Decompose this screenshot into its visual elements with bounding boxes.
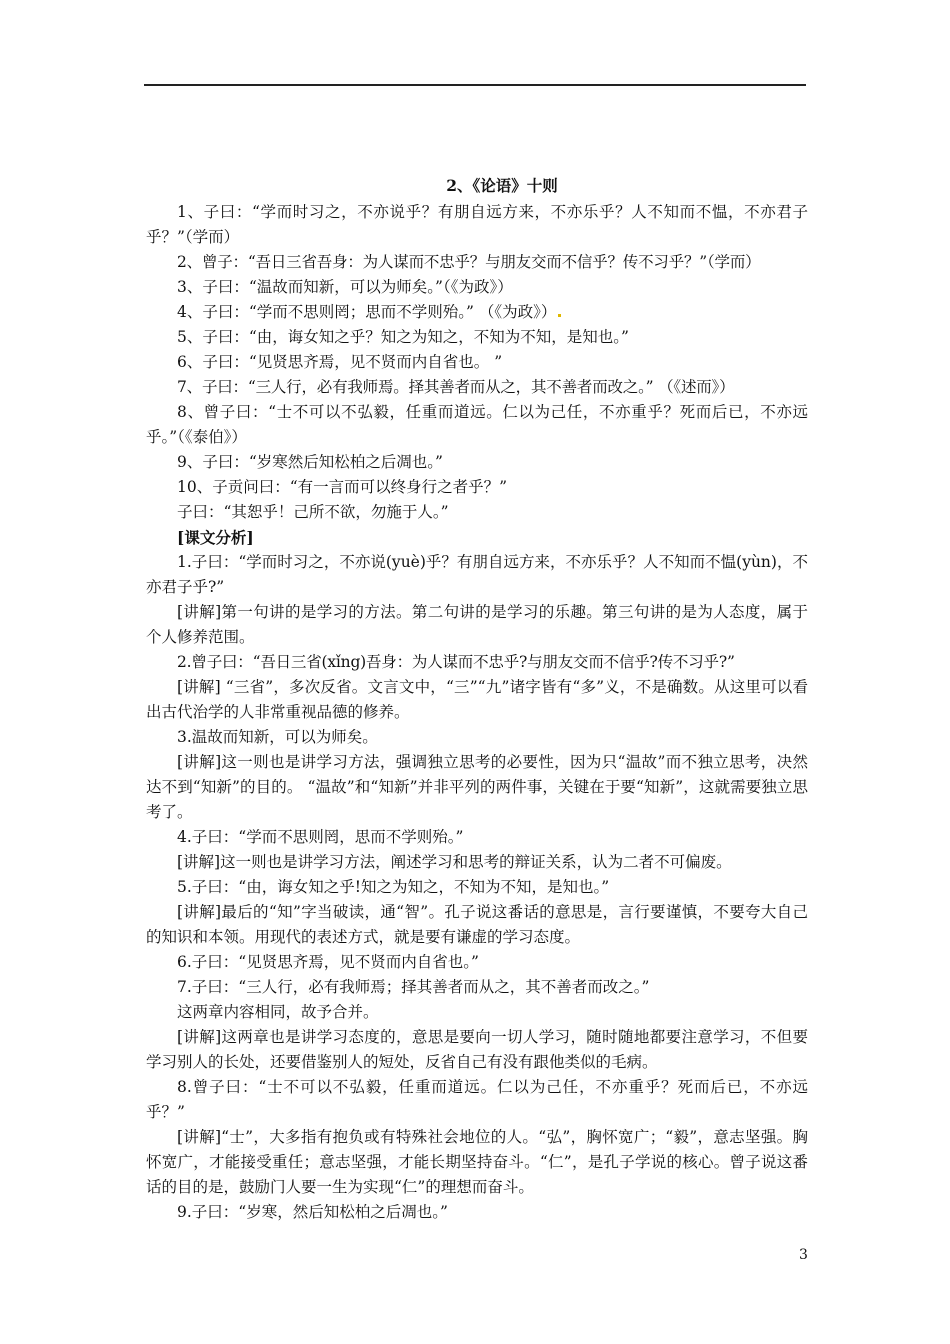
analysis-paragraph: [讲解]这一则也是讲学习方法，阐述学习和思考的辩证关系，认为二者不可偏废。: [177, 853, 732, 871]
text-paragraph: 7、子曰：“三人行，必有我师焉。择其善者而从之，其不善者而改之。” （《述而》）: [177, 378, 735, 396]
page-number: 3: [799, 1247, 808, 1263]
text-paragraph: 子曰：“其恕乎！己所不欲，勿施于人。”: [177, 503, 449, 521]
analysis-paragraph: 2.曾子曰：“吾日三省(xǐng)吾身：为人谋而不忠乎?与朋友交而不信乎?传不习乎?”: [177, 653, 735, 671]
analysis-paragraph: 4.子曰：“学而不思则罔，思而不学则殆。”: [177, 828, 464, 846]
analysis-paragraph: 8.曾子曰：“士不可以不弘毅，任重而道远。仁以为己任，不亦重乎？死而后已，不亦远乎？”: [146, 1078, 808, 1121]
analysis-paragraph: 这两章内容相同，故予合并。: [177, 1003, 379, 1021]
header-rule: [144, 84, 806, 86]
analysis-paragraph: 1.子曰：“学而时习之，不亦说(yuè)乎？有朋自远方来，不亦乐乎？人不知而不愠(yùn)，不亦君子乎?”: [146, 553, 808, 596]
highlight-mark: [558, 314, 561, 317]
text-paragraph: 8、曾子曰：“士不可以不弘毅，任重而道远。仁以为己任，不亦重乎？死而后已，不亦远乎。”（《泰伯》）: [146, 403, 808, 446]
analysis-paragraph: 3.温故而知新，可以为师矣。: [177, 728, 378, 746]
analysis-paragraph: [讲解]“士”，大多指有抱负或有特殊社会地位的人。“弘”，胸怀宽广；“毅”，意志坚强。胸怀宽广，才能接受重任；意志坚强，才能长期坚持奋斗。“仁”，是孔子学说的核心。曾子说这番话的目的是，鼓励门人要一生为实现“仁”的理想而奋斗。: [146, 1128, 808, 1196]
text-paragraph: [146, 300, 808, 325]
page-title: 2、《论语》十则: [446, 176, 558, 195]
text-paragraph: 1、子曰：“学而时习之，不亦说乎？有朋自远方来，不亦乐乎？人不知而不愠，不亦君子乎？”（学而）: [146, 203, 808, 246]
analysis-paragraph: [讲解]这一则也是讲学习方法，强调独立思考的必要性，因为只“温故”而不独立思考，决然达不到“知新”的目的。 “温故”和“知新”并非平列的两件事，关键在于要“知新”，这就需要独立思考了。: [146, 753, 808, 821]
analysis-paragraph: 5.子曰：“由，诲女知之乎!知之为知之，不知为不知，是知也。”: [177, 878, 610, 896]
text-paragraph-content: 4、子曰：“学而不思则罔；思而不学则殆。” （《为政》）: [177, 303, 557, 321]
analysis-paragraph: [讲解]最后的“知”字当破读，通“智”。孔子说这番话的意思是，言行要谨慎，不要夸大自己的知识和本领。用现代的表述方式，就是要有谦虚的学习态度。: [146, 903, 808, 946]
analysis-paragraph: 6.子曰：“见贤思齐焉，见不贤而内自省也。”: [177, 953, 479, 971]
analysis-paragraph: [讲解] “三省”，多次反省。文言文中，“三”“九”诸字皆有“多”义，不是确数。从这里可以看出古代治学的人非常重视品德的修养。: [146, 678, 808, 721]
text-paragraph: 10、子贡问曰：“有一言而可以终身行之者乎？”: [177, 478, 508, 496]
section-heading: [课文分析]: [177, 528, 254, 547]
analysis-paragraph: [讲解]第一句讲的是学习的方法。第二句讲的是学习的乐趣。第三句讲的是为人态度，属于个人修养范围。: [146, 603, 808, 646]
text-paragraph: 2、曾子：“吾日三省吾身：为人谋而不忠乎？与朋友交而不信乎？传不习乎？”（学而）: [177, 253, 761, 271]
text-paragraph: 9、子曰：“岁寒然后知松柏之后凋也。”: [177, 453, 443, 471]
document-body: [146, 172, 808, 1225]
text-paragraph: 5、子曰：“由，诲女知之乎？知之为知之，不知为不知，是知也。”: [177, 328, 629, 346]
text-paragraph: 3、子曰：“温故而知新，可以为师矣。”（《为政》）: [177, 278, 513, 296]
analysis-paragraph: 9.子曰：“岁寒，然后知松柏之后凋也。”: [177, 1203, 448, 1221]
analysis-paragraph: [讲解]这两章也是讲学习态度的，意思是要向一切人学习，随时随地都要注意学习，不但要学习别人的长处，还要借鉴别人的短处，反省自己有没有跟他类似的毛病。: [146, 1028, 808, 1071]
analysis-paragraph: 7.子曰：“三人行，必有我师焉；择其善者而从之，其不善者而改之。”: [177, 978, 650, 996]
text-paragraph: 6、子曰：“见贤思齐焉，见不贤而内自省也。 ”: [177, 353, 503, 371]
